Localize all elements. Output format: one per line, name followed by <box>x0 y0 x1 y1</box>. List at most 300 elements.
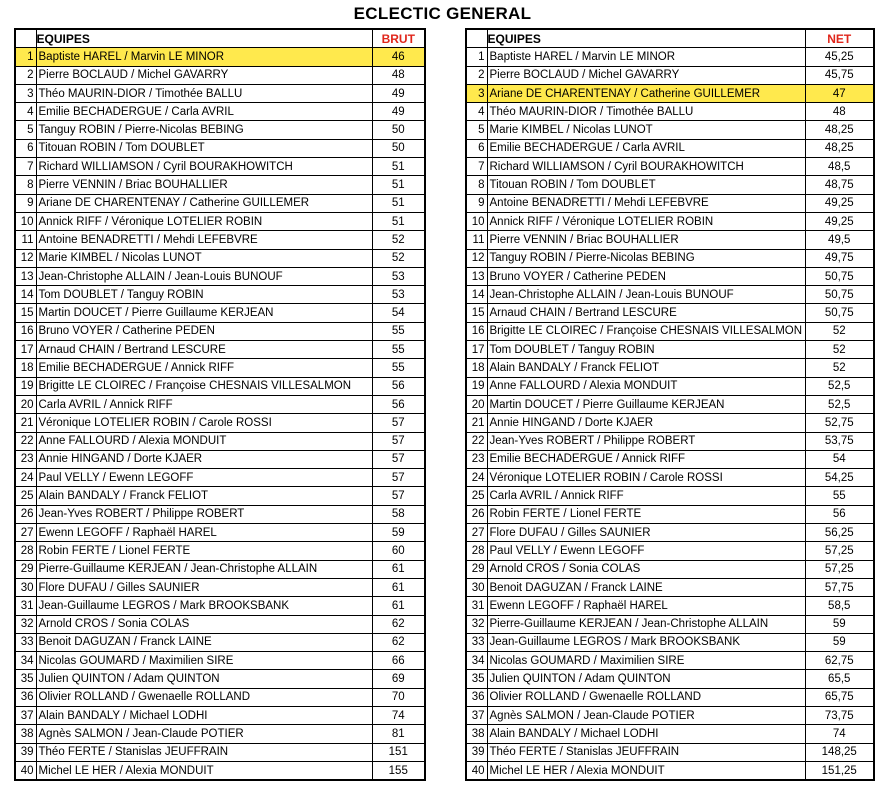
rank-cell: 8 <box>15 176 36 194</box>
table-row <box>466 267 874 285</box>
score-cell: 50,75 <box>805 304 874 322</box>
team-cell: Agnès SALMON / Jean-Claude POTIER <box>36 725 372 743</box>
table-row <box>15 524 425 542</box>
brut-rank-header <box>15 29 36 48</box>
team-cell: Robin FERTE / Lionel FERTE <box>487 505 805 523</box>
team-cell: Paul VELLY / Ewenn LEGOFF <box>36 469 372 487</box>
team-cell: Benoit DAGUZAN / Franck LAINE <box>487 578 805 596</box>
score-cell: 65,75 <box>805 688 874 706</box>
table-row <box>15 505 425 523</box>
team-cell: Titouan ROBIN / Tom DOUBLET <box>487 176 805 194</box>
rank-cell: 29 <box>466 560 487 578</box>
rank-cell: 12 <box>15 249 36 267</box>
net-team-header: EQUIPES <box>487 29 805 48</box>
team-cell: Bruno VOYER / Catherine PEDEN <box>487 267 805 285</box>
table-row <box>15 670 425 688</box>
rank-cell: 38 <box>15 725 36 743</box>
table-row <box>15 194 425 212</box>
score-cell: 62 <box>372 633 425 651</box>
score-cell: 59 <box>372 524 425 542</box>
table-row <box>466 615 874 633</box>
table-row <box>15 450 425 468</box>
table-row <box>466 231 874 249</box>
team-cell: Antoine BENADRETTI / Mehdi LEFEBVRE <box>36 231 372 249</box>
score-cell: 52 <box>372 231 425 249</box>
rank-cell: 40 <box>15 761 36 780</box>
rank-cell: 1 <box>466 48 487 66</box>
score-cell: 54 <box>372 304 425 322</box>
net-score-header: NET <box>805 29 874 48</box>
table-row <box>466 633 874 651</box>
brut-score-header: BRUT <box>372 29 425 48</box>
team-cell: Robin FERTE / Lionel FERTE <box>36 542 372 560</box>
rank-cell: 2 <box>466 66 487 84</box>
rank-cell: 38 <box>466 725 487 743</box>
team-cell: Marie KIMBEL / Nicolas LUNOT <box>487 121 805 139</box>
table-row <box>15 158 425 176</box>
rank-cell: 5 <box>15 121 36 139</box>
team-cell: Benoit DAGUZAN / Franck LAINE <box>36 633 372 651</box>
score-cell: 57,75 <box>805 578 874 596</box>
table-row <box>466 414 874 432</box>
table-row <box>466 597 874 615</box>
team-cell: Théo MAURIN-DIOR / Timothée BALLU <box>36 84 372 102</box>
team-cell: Flore DUFAU / Gilles SAUNIER <box>487 524 805 542</box>
table-row <box>466 66 874 84</box>
rank-cell: 32 <box>466 615 487 633</box>
rank-cell: 22 <box>466 432 487 450</box>
score-cell: 56 <box>372 395 425 413</box>
score-cell: 50 <box>372 121 425 139</box>
score-cell: 58 <box>372 505 425 523</box>
score-cell: 57,25 <box>805 560 874 578</box>
rank-cell: 7 <box>15 158 36 176</box>
rank-cell: 40 <box>466 761 487 780</box>
team-cell: Jean-Yves ROBERT / Philippe ROBERT <box>36 505 372 523</box>
rank-cell: 28 <box>466 542 487 560</box>
score-cell: 49,5 <box>805 231 874 249</box>
rank-cell: 3 <box>466 84 487 102</box>
score-cell: 48 <box>805 103 874 121</box>
score-cell: 55 <box>372 322 425 340</box>
rank-cell: 18 <box>466 359 487 377</box>
rank-cell: 11 <box>15 231 36 249</box>
rank-cell: 12 <box>466 249 487 267</box>
score-cell: 51 <box>372 176 425 194</box>
rank-cell: 3 <box>15 84 36 102</box>
team-cell: Théo FERTE / Stanislas JEUFFRAIN <box>36 743 372 761</box>
table-row <box>15 743 425 761</box>
team-cell: Anne FALLOURD / Alexia MONDUIT <box>36 432 372 450</box>
rank-cell: 8 <box>466 176 487 194</box>
team-cell: Marie KIMBEL / Nicolas LUNOT <box>36 249 372 267</box>
score-cell: 73,75 <box>805 706 874 724</box>
table-row <box>15 652 425 670</box>
table-row <box>15 359 425 377</box>
table-row <box>15 414 425 432</box>
rank-cell: 36 <box>15 688 36 706</box>
table-row <box>15 48 425 66</box>
table-row <box>466 652 874 670</box>
score-cell: 58,5 <box>805 597 874 615</box>
net-rank-header <box>466 29 487 48</box>
team-cell: Agnès SALMON / Jean-Claude POTIER <box>487 706 805 724</box>
table-row <box>15 249 425 267</box>
team-cell: Véronique LOTELIER ROBIN / Carole ROSSI <box>487 469 805 487</box>
team-cell: Alain BANDALY / Michael LODHI <box>36 706 372 724</box>
table-row <box>466 505 874 523</box>
score-cell: 74 <box>805 725 874 743</box>
table-row <box>466 176 874 194</box>
rank-cell: 32 <box>15 615 36 633</box>
score-cell: 49,75 <box>805 249 874 267</box>
table-row <box>466 84 874 102</box>
rank-cell: 25 <box>15 487 36 505</box>
score-cell: 50,75 <box>805 267 874 285</box>
table-row <box>15 469 425 487</box>
table-row <box>466 341 874 359</box>
rank-cell: 31 <box>15 597 36 615</box>
team-cell: Ariane DE CHARENTENAY / Catherine GUILLEMER <box>487 84 805 102</box>
rank-cell: 26 <box>466 505 487 523</box>
score-cell: 45,75 <box>805 66 874 84</box>
team-cell: Anne FALLOURD / Alexia MONDUIT <box>487 377 805 395</box>
team-cell: Flore DUFAU / Gilles SAUNIER <box>36 578 372 596</box>
team-cell: Théo FERTE / Stanislas JEUFFRAIN <box>487 743 805 761</box>
score-cell: 155 <box>372 761 425 780</box>
rank-cell: 15 <box>15 304 36 322</box>
rank-cell: 4 <box>466 103 487 121</box>
table-row <box>15 377 425 395</box>
score-cell: 50 <box>372 139 425 157</box>
team-cell: Ariane DE CHARENTENAY / Catherine GUILLEMER <box>36 194 372 212</box>
table-row <box>466 359 874 377</box>
table-row <box>466 304 874 322</box>
rank-cell: 28 <box>15 542 36 560</box>
table-row <box>466 377 874 395</box>
team-cell: Brigitte LE CLOIREC / Françoise CHESNAIS VILLESALMON <box>36 377 372 395</box>
score-cell: 56 <box>805 505 874 523</box>
table-row <box>15 597 425 615</box>
score-cell: 62 <box>372 615 425 633</box>
score-cell: 48,5 <box>805 158 874 176</box>
rank-cell: 34 <box>466 652 487 670</box>
score-cell: 53 <box>372 286 425 304</box>
rank-cell: 21 <box>466 414 487 432</box>
score-cell: 46 <box>372 48 425 66</box>
score-cell: 49 <box>372 84 425 102</box>
rank-cell: 31 <box>466 597 487 615</box>
score-cell: 55 <box>372 341 425 359</box>
score-cell: 48,25 <box>805 139 874 157</box>
table-row <box>15 121 425 139</box>
rank-cell: 19 <box>15 377 36 395</box>
team-cell: Titouan ROBIN / Tom DOUBLET <box>36 139 372 157</box>
rank-cell: 7 <box>466 158 487 176</box>
rank-cell: 30 <box>466 578 487 596</box>
table-row <box>466 469 874 487</box>
team-cell: Annick RIFF / Véronique LOTELIER ROBIN <box>487 212 805 230</box>
rank-cell: 16 <box>466 322 487 340</box>
rank-cell: 6 <box>466 139 487 157</box>
team-cell: Carla AVRIL / Annick RIFF <box>487 487 805 505</box>
score-cell: 57 <box>372 469 425 487</box>
table-row <box>15 267 425 285</box>
score-cell: 52 <box>805 359 874 377</box>
rank-cell: 27 <box>466 524 487 542</box>
rank-cell: 10 <box>466 212 487 230</box>
team-cell: Bruno VOYER / Catherine PEDEN <box>36 322 372 340</box>
rank-cell: 37 <box>466 706 487 724</box>
team-cell: Jean-Yves ROBERT / Philippe ROBERT <box>487 432 805 450</box>
rank-cell: 6 <box>15 139 36 157</box>
team-cell: Olivier ROLLAND / Gwenaelle ROLLAND <box>36 688 372 706</box>
table-row <box>15 212 425 230</box>
team-cell: Martin DOUCET / Pierre Guillaume KERJEAN <box>36 304 372 322</box>
team-cell: Nicolas GOUMARD / Maximilien SIRE <box>487 652 805 670</box>
rank-cell: 5 <box>466 121 487 139</box>
team-cell: Pierre VENNIN / Briac BOUHALLIER <box>36 176 372 194</box>
team-cell: Jean-Guillaume LEGROS / Mark BROOKSBANK <box>487 633 805 651</box>
score-cell: 48,25 <box>805 121 874 139</box>
score-cell: 74 <box>372 706 425 724</box>
score-cell: 53,75 <box>805 432 874 450</box>
score-cell: 50,75 <box>805 286 874 304</box>
rank-cell: 35 <box>466 670 487 688</box>
rank-cell: 29 <box>15 560 36 578</box>
table-row <box>466 487 874 505</box>
team-cell: Emilie BECHADERGUE / Annick RIFF <box>487 450 805 468</box>
rank-cell: 20 <box>15 395 36 413</box>
score-cell: 52 <box>805 341 874 359</box>
rank-cell: 14 <box>466 286 487 304</box>
rank-cell: 39 <box>15 743 36 761</box>
rank-cell: 33 <box>15 633 36 651</box>
team-cell: Annie HINGAND / Dorte KJAER <box>36 450 372 468</box>
team-cell: Tom DOUBLET / Tanguy ROBIN <box>36 286 372 304</box>
table-row <box>15 761 425 780</box>
score-cell: 59 <box>805 615 874 633</box>
score-cell: 151,25 <box>805 761 874 780</box>
score-cell: 61 <box>372 578 425 596</box>
rank-cell: 30 <box>15 578 36 596</box>
score-cell: 49,25 <box>805 212 874 230</box>
table-row <box>15 286 425 304</box>
score-cell: 60 <box>372 542 425 560</box>
rank-cell: 27 <box>15 524 36 542</box>
score-cell: 56 <box>372 377 425 395</box>
rank-cell: 15 <box>466 304 487 322</box>
team-cell: Brigitte LE CLOIREC / Françoise CHESNAIS VILLESALMON <box>487 322 805 340</box>
rank-cell: 13 <box>15 267 36 285</box>
score-cell: 65,5 <box>805 670 874 688</box>
brut-table-body <box>15 48 425 780</box>
team-cell: Michel LE HER / Alexia MONDUIT <box>487 761 805 780</box>
score-cell: 48 <box>372 66 425 84</box>
table-row <box>466 395 874 413</box>
rank-cell: 18 <box>15 359 36 377</box>
rank-cell: 35 <box>15 670 36 688</box>
table-row <box>466 761 874 780</box>
table-row <box>15 633 425 651</box>
score-cell: 148,25 <box>805 743 874 761</box>
rank-cell: 20 <box>466 395 487 413</box>
team-cell: Annie HINGAND / Dorte KJAER <box>487 414 805 432</box>
score-cell: 52,5 <box>805 377 874 395</box>
rank-cell: 1 <box>15 48 36 66</box>
rank-cell: 2 <box>15 66 36 84</box>
score-cell: 52,75 <box>805 414 874 432</box>
table-row <box>466 706 874 724</box>
table-row <box>466 670 874 688</box>
score-cell: 59 <box>805 633 874 651</box>
score-cell: 57 <box>372 432 425 450</box>
table-row <box>15 341 425 359</box>
team-cell: Pierre VENNIN / Briac BOUHALLIER <box>487 231 805 249</box>
table-row <box>466 432 874 450</box>
table-row <box>15 615 425 633</box>
table-row <box>466 212 874 230</box>
table-row <box>15 487 425 505</box>
score-cell: 51 <box>372 194 425 212</box>
score-cell: 54,25 <box>805 469 874 487</box>
table-row <box>466 524 874 542</box>
score-cell: 70 <box>372 688 425 706</box>
rank-cell: 9 <box>466 194 487 212</box>
rank-cell: 39 <box>466 743 487 761</box>
team-cell: Alain BANDALY / Michael LODHI <box>487 725 805 743</box>
score-cell: 49 <box>372 103 425 121</box>
score-cell: 57 <box>372 487 425 505</box>
brut-team-header: EQUIPES <box>36 29 372 48</box>
table-row <box>466 688 874 706</box>
table-row <box>15 103 425 121</box>
table-row <box>15 66 425 84</box>
rank-cell: 23 <box>15 450 36 468</box>
score-cell: 81 <box>372 725 425 743</box>
team-cell: Jean-Christophe ALLAIN / Jean-Louis BUNOUF <box>487 286 805 304</box>
table-row <box>15 560 425 578</box>
table-row <box>466 139 874 157</box>
team-cell: Pierre BOCLAUD / Michel GAVARRY <box>487 66 805 84</box>
team-cell: Tom DOUBLET / Tanguy ROBIN <box>487 341 805 359</box>
table-row <box>15 322 425 340</box>
team-cell: Emilie BECHADERGUE / Carla AVRIL <box>487 139 805 157</box>
table-row <box>466 249 874 267</box>
table-row <box>466 560 874 578</box>
table-row <box>466 48 874 66</box>
team-cell: Arnaud CHAIN / Bertrand LESCURE <box>36 341 372 359</box>
team-cell: Carla AVRIL / Annick RIFF <box>36 395 372 413</box>
team-cell: Julien QUINTON / Adam QUINTON <box>36 670 372 688</box>
score-cell: 61 <box>372 597 425 615</box>
score-cell: 53 <box>372 267 425 285</box>
team-cell: Baptiste HAREL / Marvin LE MINOR <box>487 48 805 66</box>
team-cell: Richard WILLIAMSON / Cyril BOURAKHOWITCH <box>36 158 372 176</box>
rank-cell: 24 <box>466 469 487 487</box>
table-row <box>466 158 874 176</box>
team-cell: Tanguy ROBIN / Pierre-Nicolas BEBING <box>487 249 805 267</box>
score-cell: 45,25 <box>805 48 874 66</box>
team-cell: Pierre-Guillaume KERJEAN / Jean-Christophe ALLAIN <box>36 560 372 578</box>
net-header-row <box>466 29 874 48</box>
team-cell: Ewenn LEGOFF / Raphaël HAREL <box>36 524 372 542</box>
table-row <box>466 194 874 212</box>
table-row <box>466 121 874 139</box>
team-cell: Pierre-Guillaume KERJEAN / Jean-Christophe ALLAIN <box>487 615 805 633</box>
table-row <box>15 706 425 724</box>
rank-cell: 21 <box>15 414 36 432</box>
team-cell: Emilie BECHADERGUE / Annick RIFF <box>36 359 372 377</box>
score-cell: 62,75 <box>805 652 874 670</box>
rank-cell: 33 <box>466 633 487 651</box>
rank-cell: 13 <box>466 267 487 285</box>
team-cell: Michel LE HER / Alexia MONDUIT <box>36 761 372 780</box>
rank-cell: 19 <box>466 377 487 395</box>
score-cell: 61 <box>372 560 425 578</box>
team-cell: Alain BANDALY / Franck FELIOT <box>36 487 372 505</box>
table-row <box>15 395 425 413</box>
score-cell: 51 <box>372 212 425 230</box>
score-cell: 56,25 <box>805 524 874 542</box>
score-cell: 57 <box>372 450 425 468</box>
brut-ranking-table <box>14 28 426 781</box>
table-row <box>466 743 874 761</box>
table-row <box>15 578 425 596</box>
rank-cell: 16 <box>15 322 36 340</box>
score-cell: 55 <box>372 359 425 377</box>
team-cell: Arnaud CHAIN / Bertrand LESCURE <box>487 304 805 322</box>
rank-cell: 23 <box>466 450 487 468</box>
score-cell: 47 <box>805 84 874 102</box>
rank-cell: 11 <box>466 231 487 249</box>
rank-cell: 17 <box>15 341 36 359</box>
table-row <box>15 139 425 157</box>
score-cell: 54 <box>805 450 874 468</box>
table-row <box>15 176 425 194</box>
score-cell: 69 <box>372 670 425 688</box>
team-cell: Antoine BENADRETTI / Mehdi LEFEBVRE <box>487 194 805 212</box>
rank-cell: 9 <box>15 194 36 212</box>
team-cell: Jean-Guillaume LEGROS / Mark BROOKSBANK <box>36 597 372 615</box>
rank-cell: 25 <box>466 487 487 505</box>
team-cell: Théo MAURIN-DIOR / Timothée BALLU <box>487 103 805 121</box>
table-row <box>15 725 425 743</box>
team-cell: Véronique LOTELIER ROBIN / Carole ROSSI <box>36 414 372 432</box>
table-row <box>15 84 425 102</box>
team-cell: Pierre BOCLAUD / Michel GAVARRY <box>36 66 372 84</box>
score-cell: 52,5 <box>805 395 874 413</box>
net-ranking-table <box>465 28 875 781</box>
rank-cell: 36 <box>466 688 487 706</box>
score-cell: 55 <box>805 487 874 505</box>
rank-cell: 14 <box>15 286 36 304</box>
table-row <box>466 286 874 304</box>
rank-cell: 34 <box>15 652 36 670</box>
team-cell: Arnold CROS / Sonia COLAS <box>487 560 805 578</box>
table-row <box>15 304 425 322</box>
table-row <box>466 103 874 121</box>
score-cell: 52 <box>805 322 874 340</box>
score-cell: 51 <box>372 158 425 176</box>
team-cell: Alain BANDALY / Franck FELIOT <box>487 359 805 377</box>
rank-cell: 10 <box>15 212 36 230</box>
team-cell: Martin DOUCET / Pierre Guillaume KERJEAN <box>487 395 805 413</box>
page-title: ECLECTIC GENERAL <box>353 4 532 23</box>
rank-cell: 22 <box>15 432 36 450</box>
table-row <box>15 231 425 249</box>
score-cell: 49,25 <box>805 194 874 212</box>
